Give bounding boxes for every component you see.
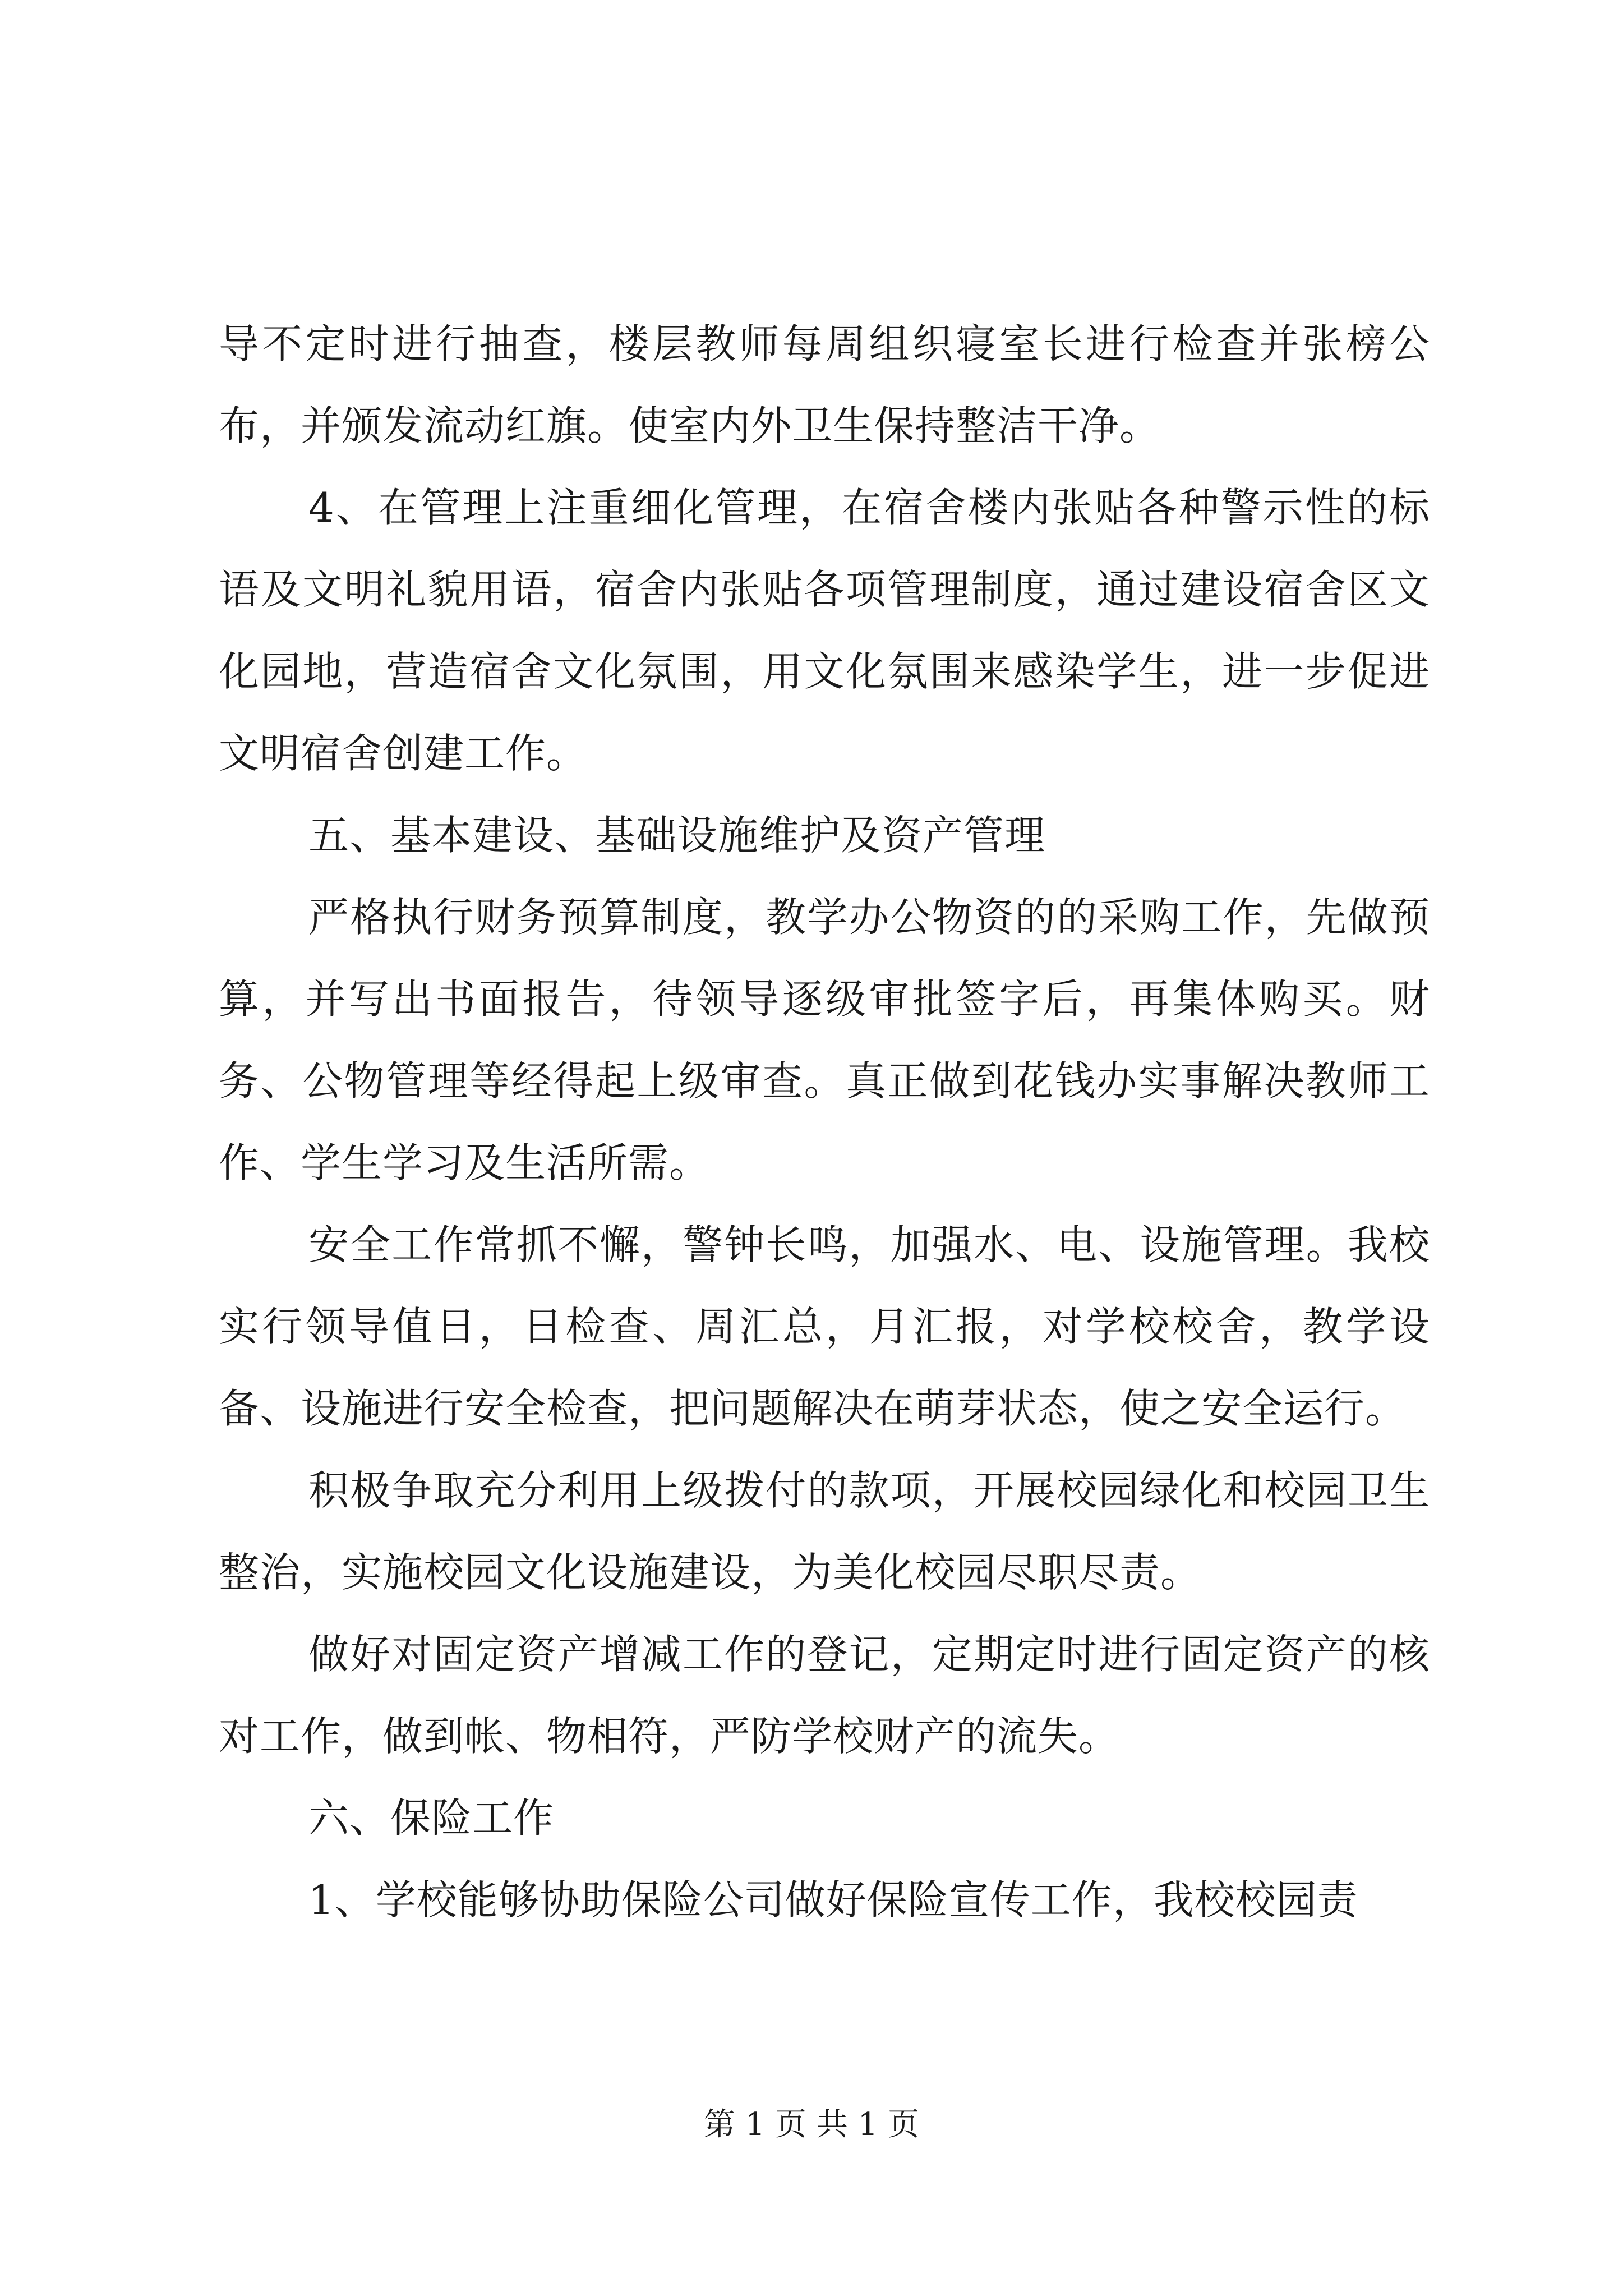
paragraph: 1、学校能够协助保险公司做好保险宣传工作，我校校园责 <box>308 1876 1358 1924</box>
paragraph: 积极争取充分利用上级拨付的款项，开展校园绿化和校园卫生整治，实施校园文化设施建设，为美化校园尽职尽责。 <box>219 1467 1430 1596</box>
page-footer: 第 1 页 共 1 页 <box>703 2106 920 2143</box>
paragraph: 4、在管理上注重细化管理，在宿舍楼内张贴各种警示性的标语及文明礼貌用语，宿舍内张贴各项管理制度，通过建设宿舍区文化园地，营造宿舍文化氛围，用文化氛围来感染学生，进一步促进文明宿舍创建工作。 <box>219 484 1430 777</box>
paragraph: 严格执行财务预算制度，教学办公物资的的采购工作，先做预算，并写出书面报告，待领导逐级审批签字后，再集体购买。财务、公物管理等经得起上级审查。真正做到花钱办实事解决教师工作、学生学习及生活所需。 <box>219 894 1430 1186</box>
paragraph: 五、基本建设、基础设施维护及资产管理 <box>308 812 1046 859</box>
paragraph: 六、保险工作 <box>308 1795 555 1842</box>
document-body <box>219 303 1430 1941</box>
paragraph: 做好对固定资产增减工作的登记，定期定时进行固定资产的核对工作，做到帐、物相符，严防学校财产的流失。 <box>219 1631 1430 1760</box>
paragraph: 安全工作常抓不懈，警钟长鸣，加强水、电、设施管理。我校实行领导值日，日检查、周汇总，月汇报，对学校校舍，教学设备、设施进行安全检查，把问题解决在萌芽状态，使之安全运行。 <box>219 1221 1430 1432</box>
paragraph: 导不定时进行抽查，楼层教师每周组织寝室长进行检查并张榜公布，并颁发流动红旗。使室内外卫生保持整洁干净。 <box>219 320 1430 449</box>
